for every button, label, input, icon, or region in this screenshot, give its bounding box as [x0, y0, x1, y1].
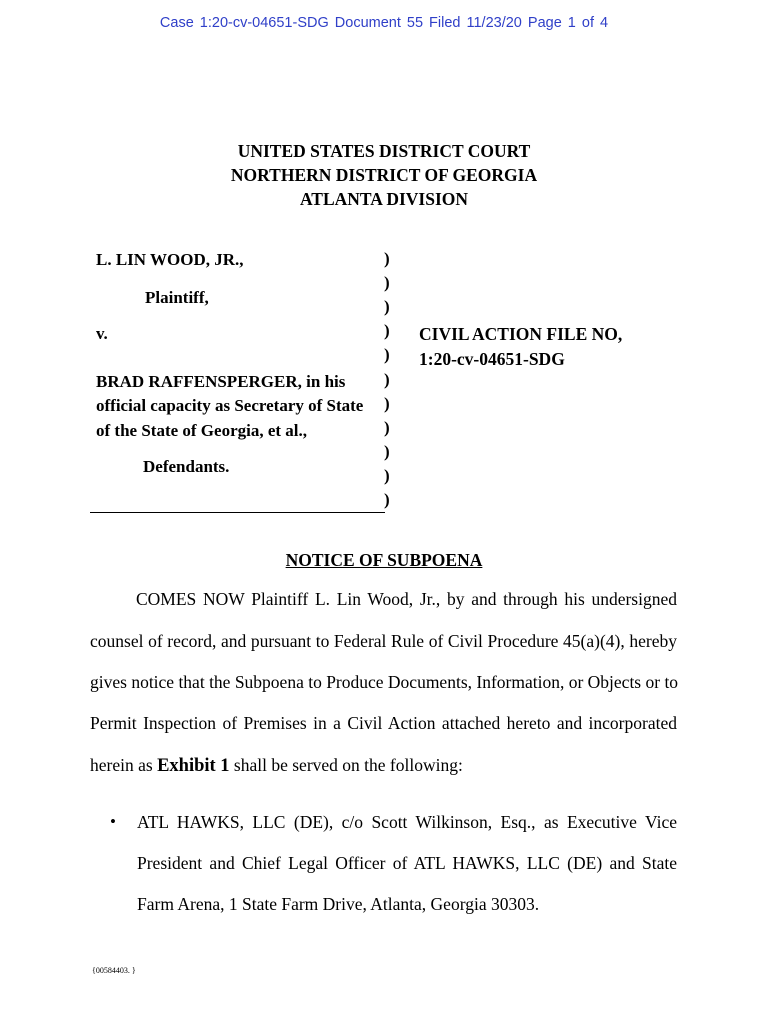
- caption-paren: ): [384, 321, 390, 340]
- bullet-line-3: Farm Arena, 1 State Farm Drive, Atlanta, Georgia 30303.: [137, 894, 540, 914]
- document-id: {00584403. }: [92, 966, 136, 975]
- body-line-5: [90, 754, 677, 777]
- plaintiff-role: Plaintiff,: [145, 288, 209, 307]
- caption-paren: ): [384, 249, 390, 268]
- caption-paren: ): [384, 466, 390, 485]
- notice-title: NOTICE OF SUBPOENA: [285, 550, 483, 570]
- caption-paren: ): [384, 370, 390, 389]
- versus-label: v.: [96, 324, 108, 343]
- caption-paren: ): [384, 418, 390, 437]
- ecf-header-stamp: Case 1:20-cv-04651-SDG Document 55 Filed 11/23/20 Page 1 of 4: [159, 15, 609, 31]
- body-line-5-post: shall be served on the following:: [233, 755, 463, 775]
- body-line-3: gives notice that the Subpoena to Produce Documents, Information, or Objects or to: [90, 672, 679, 692]
- defendant-role: Defendants.: [143, 457, 230, 476]
- body-line-2: counsel of record, and pursuant to Federal Rule of Civil Procedure 45(a)(4), hereby: [90, 631, 677, 651]
- defendant-line-2: official capacity as Secretary of State: [96, 396, 364, 415]
- exhibit-reference: Exhibit 1: [157, 756, 230, 776]
- caption-paren: ): [384, 442, 390, 461]
- plaintiff-name: L. LIN WOOD, JR.,: [96, 250, 244, 269]
- body-line-5-pre: herein as: [90, 755, 153, 775]
- defendant-line-3: of the State of Georgia, et al.,: [96, 421, 308, 440]
- caption-paren: ): [384, 273, 390, 292]
- case-number-block: [419, 322, 622, 372]
- case-number: 1:20-cv-04651-SDG: [419, 349, 565, 369]
- court-district: NORTHERN DISTRICT OF GEORGIA: [230, 165, 538, 185]
- court-heading: [0, 139, 768, 211]
- body-line-1: COMES NOW Plaintiff L. Lin Wood, Jr., by and through his undersigned: [136, 589, 677, 609]
- bullet-line-2: President and Chief Legal Officer of ATL HAWKS, LLC (DE) and State: [137, 853, 677, 873]
- bullet-marker: •: [110, 812, 116, 831]
- body-line-4: Permit Inspection of Premises in a Civil Action attached hereto and incorporated: [90, 713, 677, 733]
- caption-paren: ): [384, 297, 390, 316]
- caption-paren: ): [384, 394, 390, 413]
- caption-rule: [90, 512, 385, 513]
- caption-paren: ): [384, 490, 390, 509]
- court-name: UNITED STATES DISTRICT COURT: [237, 141, 531, 161]
- caption-paren: ): [384, 345, 390, 364]
- case-number-label: CIVIL ACTION FILE NO,: [419, 324, 623, 344]
- court-division: ATLANTA DIVISION: [299, 189, 469, 209]
- bullet-line-1: ATL HAWKS, LLC (DE), c/o Scott Wilkinson, Esq., as Executive Vice: [137, 812, 677, 832]
- defendant-line-1: BRAD RAFFENSPERGER, in his: [96, 372, 346, 391]
